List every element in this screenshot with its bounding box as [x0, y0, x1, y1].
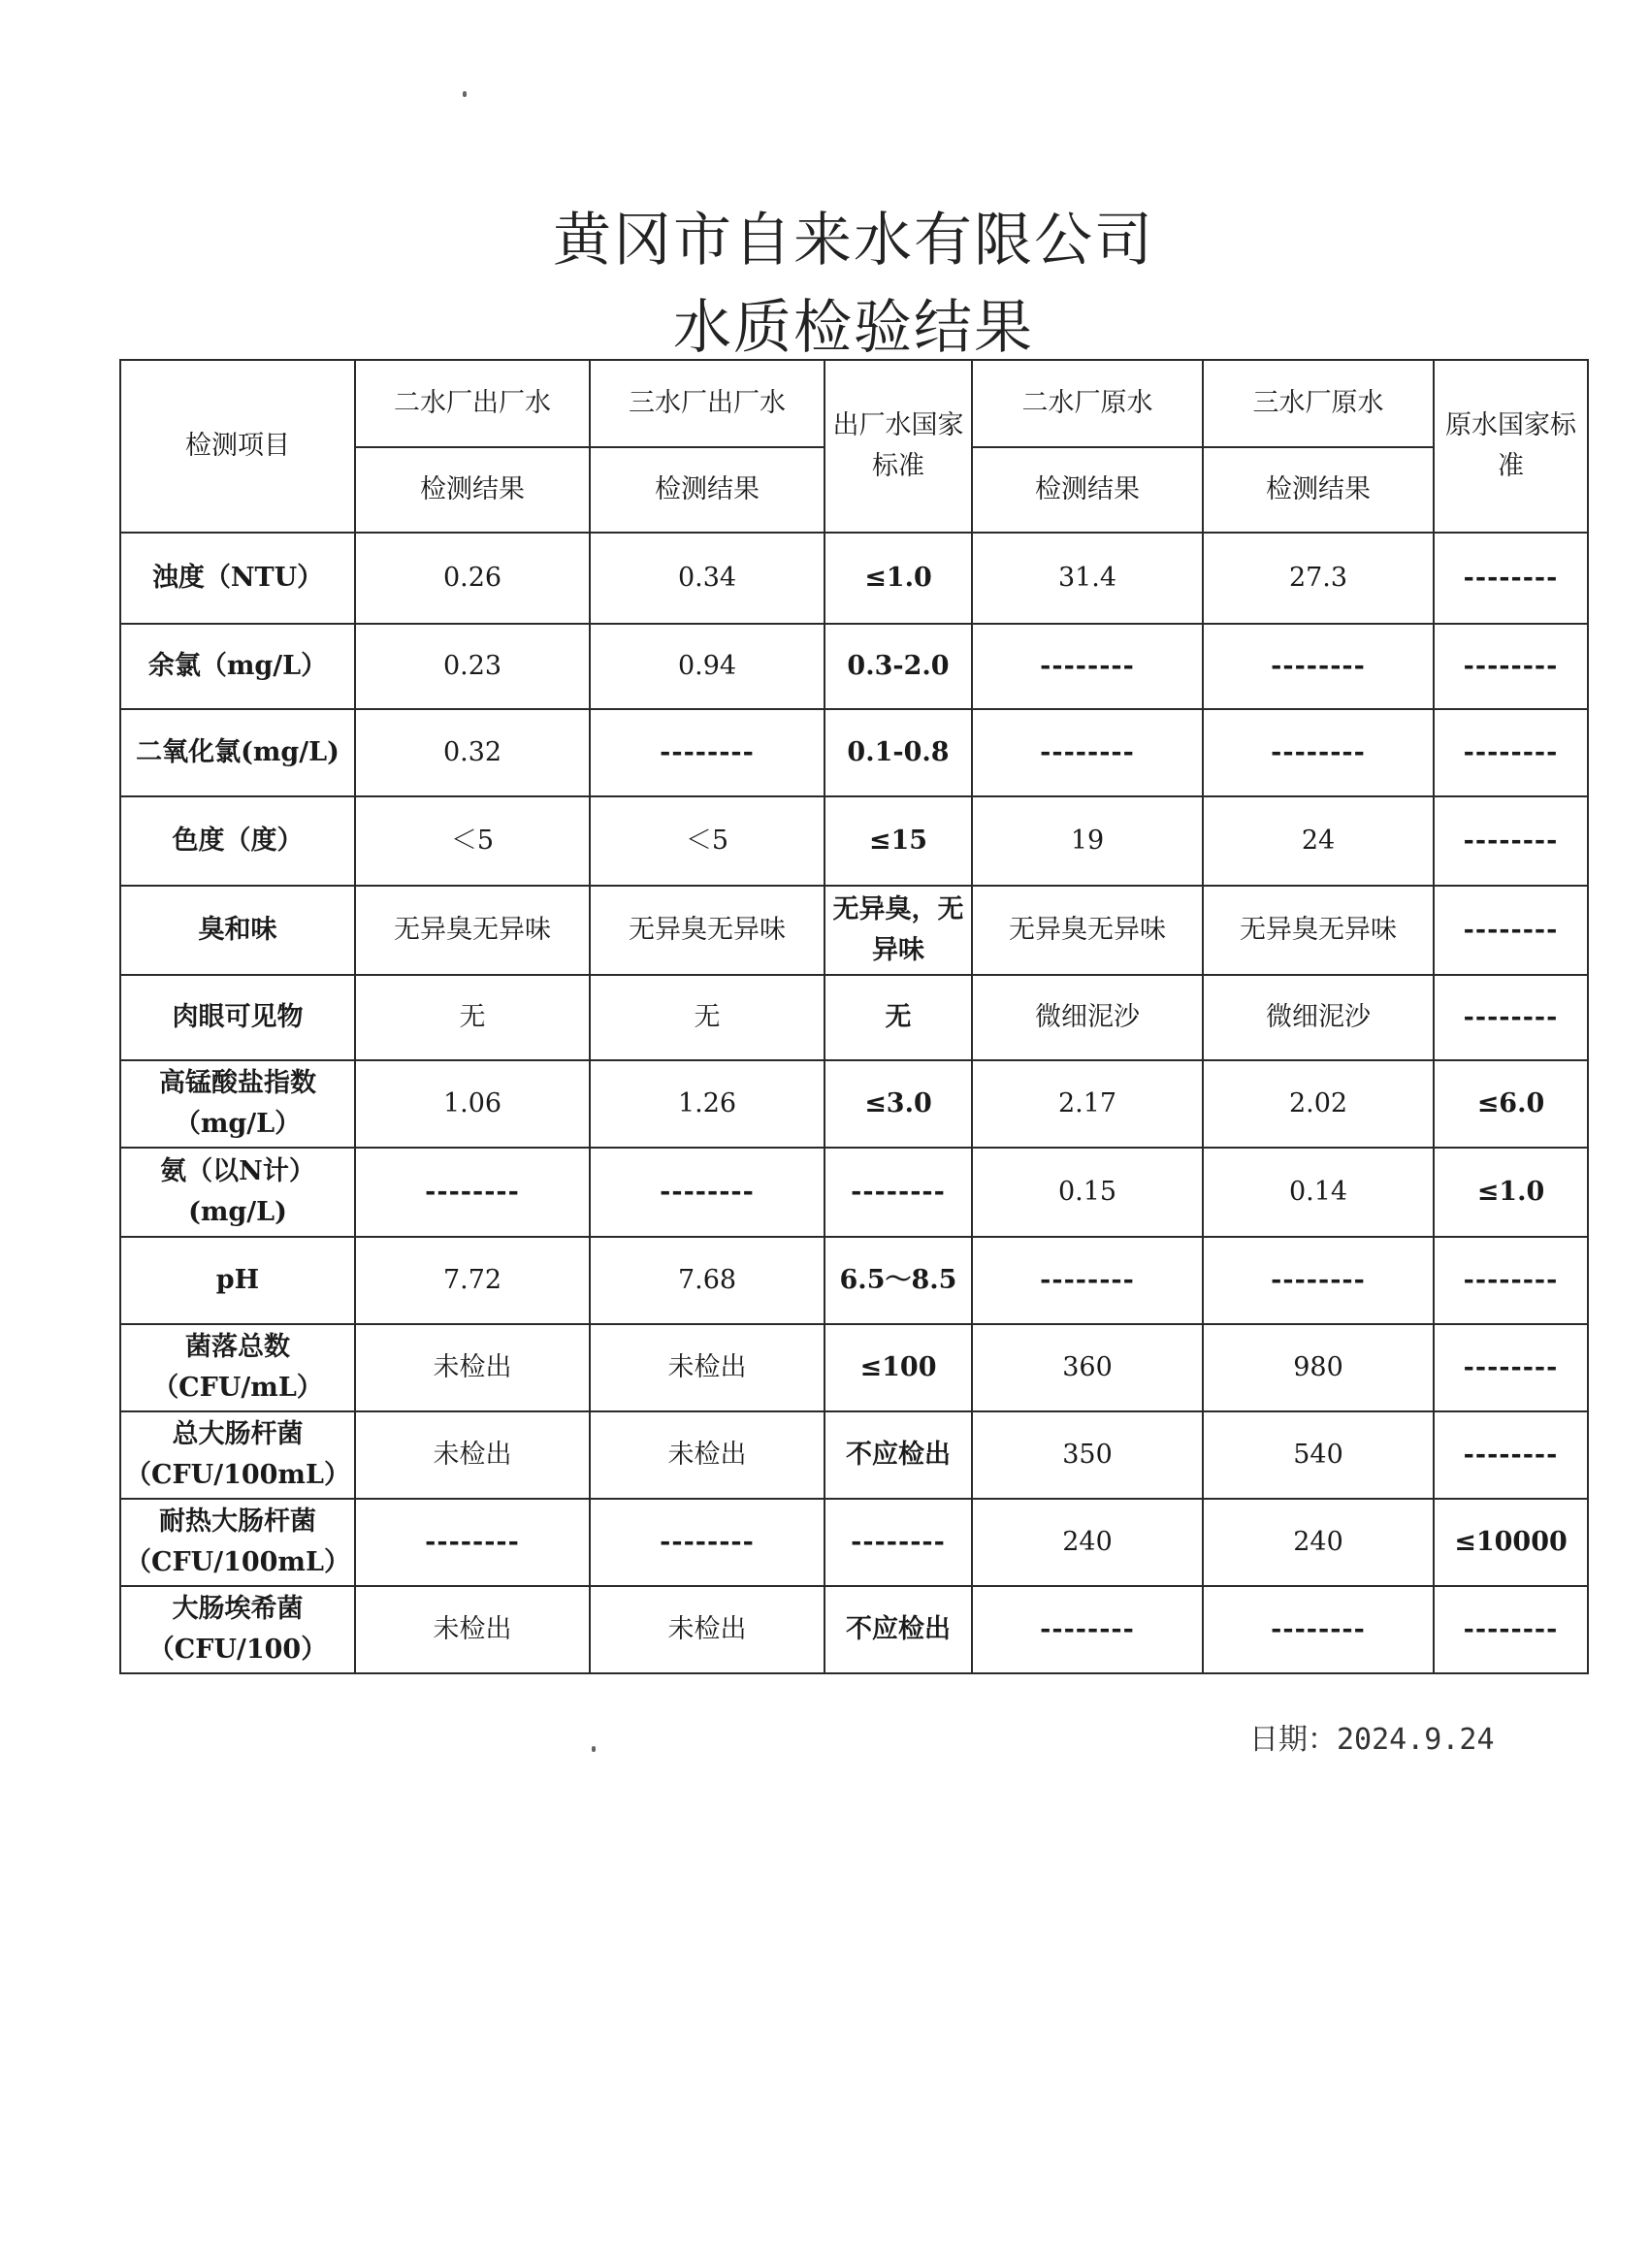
cell-raw-std: ≤1.0 — [1434, 1148, 1588, 1237]
cell-p3-out: ＜5 — [590, 796, 824, 886]
cell-out-std: 0.3-2.0 — [824, 624, 972, 709]
cell-item: 高锰酸盐指数（mg/L） — [120, 1060, 355, 1148]
cell-p2-out: ＜5 — [355, 796, 590, 886]
cell-p3-raw: 无异臭无异味 — [1203, 886, 1434, 975]
table-row — [120, 533, 1588, 624]
cell-p2-out: 无异臭无异味 — [355, 886, 590, 975]
table-row — [120, 975, 1588, 1060]
cell-raw-std: -------- — [1434, 796, 1588, 886]
cell-p3-raw: -------- — [1203, 1586, 1434, 1673]
cell-p2-out: 未检出 — [355, 1324, 590, 1411]
table-row — [120, 1499, 1588, 1586]
cell-p3-out: 未检出 — [590, 1586, 824, 1673]
report-date: 日期：2024.9.24 — [1249, 1723, 1495, 1757]
cell-p3-raw: 27.3 — [1203, 533, 1434, 624]
header-raw-std: 原水国家标准 — [1434, 360, 1588, 533]
cell-raw-std: -------- — [1434, 886, 1588, 975]
cell-item: 总大肠杆菌（CFU/100mL） — [120, 1411, 355, 1499]
cell-out-std: 不应检出 — [824, 1586, 972, 1673]
cell-item: 菌落总数（CFU/mL） — [120, 1324, 355, 1411]
cell-p2-raw: -------- — [972, 709, 1203, 796]
cell-p2-raw: 0.15 — [972, 1148, 1203, 1237]
cell-p3-out: 0.94 — [590, 624, 824, 709]
cell-p2-raw: 微细泥沙 — [972, 975, 1203, 1060]
cell-item: 余氯（mg/L） — [120, 624, 355, 709]
cell-p2-out: -------- — [355, 1499, 590, 1586]
cell-raw-std: -------- — [1434, 1237, 1588, 1324]
cell-p2-raw: -------- — [972, 1586, 1203, 1673]
cell-p3-raw: 0.14 — [1203, 1148, 1434, 1237]
company-title: 黄冈市自来水有限公司 — [553, 207, 1154, 275]
header-plant2-raw: 二水厂原水 — [972, 360, 1203, 447]
cell-p3-raw: -------- — [1203, 1237, 1434, 1324]
header-plant2-out: 二水厂出厂水 — [355, 360, 590, 447]
cell-item: 浊度（NTU） — [120, 533, 355, 624]
cell-p2-raw: 19 — [972, 796, 1203, 886]
cell-item: 耐热大肠杆菌（CFU/100mL） — [120, 1499, 355, 1586]
cell-p2-raw: 240 — [972, 1499, 1203, 1586]
cell-item: 大肠埃希菌（CFU/100） — [120, 1586, 355, 1673]
cell-out-std: 0.1-0.8 — [824, 709, 972, 796]
cell-p2-out: 未检出 — [355, 1411, 590, 1499]
header-result: 检测结果 — [590, 447, 824, 533]
cell-p3-raw: 微细泥沙 — [1203, 975, 1434, 1060]
table-row — [120, 1060, 1588, 1148]
cell-item: 色度（度） — [120, 796, 355, 886]
cell-p3-raw: 540 — [1203, 1411, 1434, 1499]
cell-p3-raw: 24 — [1203, 796, 1434, 886]
cell-out-std: -------- — [824, 1499, 972, 1586]
cell-raw-std: -------- — [1434, 1411, 1588, 1499]
scan-speck — [592, 1746, 596, 1752]
cell-out-std: 不应检出 — [824, 1411, 972, 1499]
cell-item: 氨（以N计）(mg/L) — [120, 1148, 355, 1237]
cell-p3-raw: 980 — [1203, 1324, 1434, 1411]
cell-p2-out: 0.32 — [355, 709, 590, 796]
cell-out-std: ≤3.0 — [824, 1060, 972, 1148]
table-row — [120, 709, 1588, 796]
cell-p2-out: 0.23 — [355, 624, 590, 709]
table-row — [120, 1148, 1588, 1237]
cell-out-std: 6.5～8.5 — [824, 1237, 972, 1324]
table-row — [120, 1237, 1588, 1324]
cell-p2-raw: 360 — [972, 1324, 1203, 1411]
cell-p2-raw: 2.17 — [972, 1060, 1203, 1148]
cell-p3-out: 未检出 — [590, 1324, 824, 1411]
cell-p3-out: 无 — [590, 975, 824, 1060]
cell-raw-std: ≤10000 — [1434, 1499, 1588, 1586]
cell-p2-out: 7.72 — [355, 1237, 590, 1324]
cell-item: pH — [120, 1237, 355, 1324]
cell-out-std: ≤1.0 — [824, 533, 972, 624]
cell-p2-raw: 31.4 — [972, 533, 1203, 624]
cell-p2-out: 0.26 — [355, 533, 590, 624]
header-item: 检测项目 — [120, 360, 355, 533]
cell-p3-out: 无异臭无异味 — [590, 886, 824, 975]
cell-p3-out: 7.68 — [590, 1237, 824, 1324]
header-plant3-out: 三水厂出厂水 — [590, 360, 824, 447]
cell-raw-std: -------- — [1434, 1586, 1588, 1673]
cell-p3-out: -------- — [590, 709, 824, 796]
cell-out-std: 无异臭，无异味 — [824, 886, 972, 975]
cell-p2-raw: 无异臭无异味 — [972, 886, 1203, 975]
cell-item: 臭和味 — [120, 886, 355, 975]
cell-p3-raw: 240 — [1203, 1499, 1434, 1586]
table-row — [120, 1324, 1588, 1411]
cell-p3-out: 未检出 — [590, 1411, 824, 1499]
cell-p2-out: 1.06 — [355, 1060, 590, 1148]
cell-p2-raw: 350 — [972, 1411, 1203, 1499]
header-out-std: 出厂水国家标准 — [824, 360, 972, 533]
water-quality-table — [119, 359, 1589, 1674]
cell-p2-raw: -------- — [972, 1237, 1203, 1324]
header-plant3-raw: 三水厂原水 — [1203, 360, 1434, 447]
cell-raw-std: -------- — [1434, 709, 1588, 796]
table-row — [120, 886, 1588, 975]
cell-p2-out: 未检出 — [355, 1586, 590, 1673]
cell-p2-out: -------- — [355, 1148, 590, 1237]
table-row — [120, 796, 1588, 886]
cell-item: 二氧化氯(mg/L) — [120, 709, 355, 796]
cell-p3-out: 0.34 — [590, 533, 824, 624]
cell-p2-out: 无 — [355, 975, 590, 1060]
table-row — [120, 624, 1588, 709]
cell-raw-std: -------- — [1434, 975, 1588, 1060]
table-row — [120, 1586, 1588, 1673]
header-result: 检测结果 — [355, 447, 590, 533]
cell-raw-std: -------- — [1434, 624, 1588, 709]
cell-raw-std: -------- — [1434, 1324, 1588, 1411]
scan-speck — [463, 91, 467, 97]
cell-p3-raw: -------- — [1203, 624, 1434, 709]
cell-p3-raw: -------- — [1203, 709, 1434, 796]
cell-p2-raw: -------- — [972, 624, 1203, 709]
cell-out-std: -------- — [824, 1148, 972, 1237]
cell-item: 肉眼可见物 — [120, 975, 355, 1060]
header-result: 检测结果 — [972, 447, 1203, 533]
cell-out-std: ≤15 — [824, 796, 972, 886]
cell-p3-out: -------- — [590, 1148, 824, 1237]
cell-out-std: 无 — [824, 975, 972, 1060]
cell-p3-out: 1.26 — [590, 1060, 824, 1148]
report-title: 水质检验结果 — [673, 294, 1034, 362]
cell-raw-std: ≤6.0 — [1434, 1060, 1588, 1148]
cell-p3-out: -------- — [590, 1499, 824, 1586]
header-result: 检测结果 — [1203, 447, 1434, 533]
cell-out-std: ≤100 — [824, 1324, 972, 1411]
table-row — [120, 1411, 1588, 1499]
cell-raw-std: -------- — [1434, 533, 1588, 624]
cell-p3-raw: 2.02 — [1203, 1060, 1434, 1148]
